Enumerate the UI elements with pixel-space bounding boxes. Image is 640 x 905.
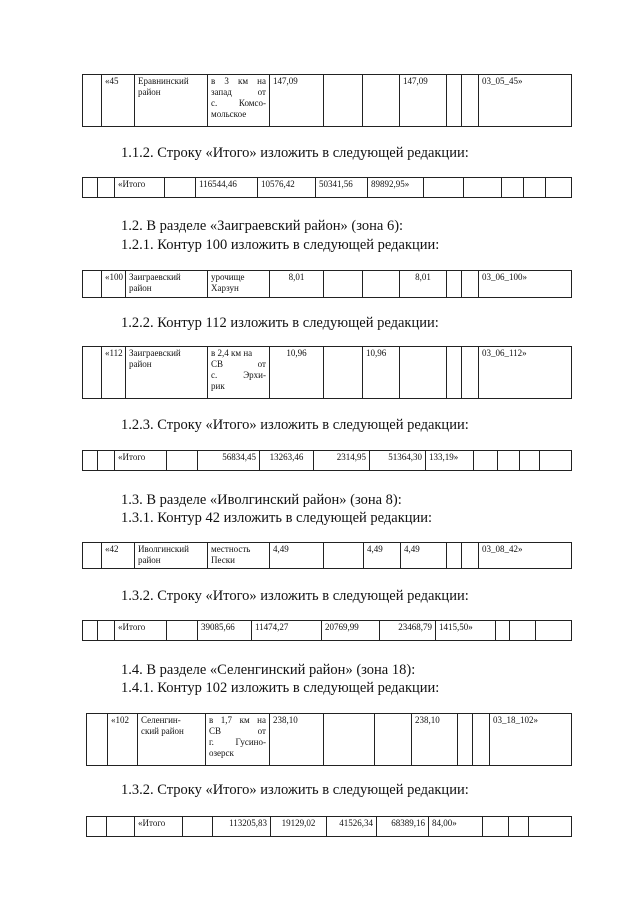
- total-value: 116544,46: [196, 178, 258, 198]
- total-value: 56834,45: [198, 451, 260, 471]
- empty-cell: [107, 817, 135, 837]
- value-cell: [363, 271, 400, 298]
- contour-42-table: [82, 542, 572, 569]
- value-cell: [324, 75, 363, 127]
- total-value: 13263,46: [260, 451, 314, 471]
- contour-number: «112: [102, 347, 126, 399]
- value-cell: 8,01: [400, 271, 447, 298]
- empty-cell: [536, 621, 572, 641]
- location-description: в 1,7 км на СВ от г. Гусино- озерск: [206, 714, 270, 766]
- value-cell: [447, 271, 462, 298]
- area-value: 4,49: [270, 543, 324, 569]
- location-description: в 2,4 км на СВ от с. Эрхи- рик: [208, 347, 270, 399]
- area-value: 10,96: [270, 347, 324, 399]
- paragraph-1-3-2: 1.3.2. Строку «Итого» изложить в следующей редакции:: [121, 588, 469, 604]
- empty-cell: [98, 451, 115, 471]
- contour-number: «100: [102, 271, 126, 298]
- total-value: 1415,50»: [436, 621, 496, 641]
- contour-100-table: [82, 270, 572, 298]
- location-description: урочище Харзун: [208, 271, 270, 298]
- empty-cell: [83, 271, 102, 298]
- contour-number: «42: [102, 543, 135, 569]
- total-4-table: [86, 816, 572, 837]
- value-cell: [462, 75, 479, 127]
- contour-code: 03_18_102»: [490, 714, 572, 766]
- location-description: в 3 км на запад от с. Комсо- мольское: [208, 75, 270, 127]
- empty-cell: [510, 621, 536, 641]
- empty-cell: [165, 178, 196, 198]
- empty-cell: [87, 714, 108, 766]
- value-cell: [458, 714, 473, 766]
- paragraph-1-4-1: 1.4.1. Контур 102 изложить в следующей редакции:: [121, 680, 440, 696]
- value-cell: [375, 714, 412, 766]
- empty-cell: [509, 817, 529, 837]
- empty-cell: [98, 178, 115, 198]
- total-value: 133,19»: [426, 451, 474, 471]
- value-cell: [324, 347, 363, 399]
- area-value: 8,01: [270, 271, 324, 298]
- value-cell: [462, 271, 479, 298]
- total-value: 89892,95»: [368, 178, 424, 198]
- total-label: «Итого: [135, 817, 183, 837]
- empty-cell: [496, 621, 510, 641]
- empty-cell: [502, 178, 524, 198]
- empty-cell: [546, 178, 572, 198]
- empty-cell: [183, 817, 213, 837]
- empty-cell: [87, 817, 107, 837]
- area-value: 238,10: [270, 714, 324, 766]
- section-heading-1-3: 1.3. В разделе «Иволгинский район» (зона 8):: [121, 492, 402, 508]
- empty-cell: [167, 621, 198, 641]
- value-cell: [447, 347, 462, 399]
- empty-cell: [520, 451, 540, 471]
- paragraph-1-1-2: 1.1.2. Строку «Итого» изложить в следующей редакции:: [121, 145, 469, 161]
- total-label: «Итого: [115, 451, 167, 471]
- value-cell: 238,10: [412, 714, 458, 766]
- total-label: «Итого: [115, 621, 167, 641]
- empty-cell: [83, 347, 102, 399]
- total-label: «Итого: [115, 178, 165, 198]
- total-2-table: [82, 450, 572, 471]
- empty-cell: [98, 621, 115, 641]
- contour-number: «45: [102, 75, 135, 127]
- contour-number: «102: [108, 714, 138, 766]
- total-value: 39085,66: [198, 621, 252, 641]
- value-cell: [400, 347, 447, 399]
- district-name: Заиграевский район: [126, 271, 208, 298]
- total-value: 23468,79: [380, 621, 436, 641]
- empty-cell: [464, 178, 502, 198]
- empty-cell: [83, 178, 98, 198]
- value-cell: [462, 543, 479, 569]
- contour-45-table: [82, 74, 572, 127]
- paragraph-1-2-2: 1.2.2. Контур 112 изложить в следующей редакции:: [121, 315, 439, 331]
- empty-cell: [83, 451, 98, 471]
- total-value: 41526,34: [327, 817, 377, 837]
- section-heading-1-4: 1.4. В разделе «Селенгинский район» (зона 18):: [121, 662, 416, 678]
- location-description: местность Пески: [208, 543, 270, 569]
- total-value: 10576,42: [258, 178, 316, 198]
- total-value: 68389,16: [377, 817, 429, 837]
- value-cell: 4,49: [401, 543, 447, 569]
- paragraph-1-3-1: 1.3.1. Контур 42 изложить в следующей редакции:: [121, 510, 433, 526]
- empty-cell: [83, 621, 98, 641]
- area-value: 147,09: [270, 75, 324, 127]
- value-cell: 147,09: [400, 75, 447, 127]
- value-cell: [324, 271, 363, 298]
- value-cell: [473, 714, 490, 766]
- total-value: 84,00»: [429, 817, 483, 837]
- contour-102-table: [86, 713, 572, 766]
- value-cell: [447, 75, 462, 127]
- empty-cell: [474, 451, 498, 471]
- total-value: 113205,83: [213, 817, 271, 837]
- empty-cell: [540, 451, 572, 471]
- district-name: Селенгин- ский район: [138, 714, 206, 766]
- contour-code: 03_08_42»: [479, 543, 572, 569]
- total-value: 11474,27: [252, 621, 322, 641]
- total-3-table: [82, 620, 572, 641]
- empty-cell: [498, 451, 520, 471]
- value-cell: [324, 543, 364, 569]
- value-cell: 4,49: [364, 543, 401, 569]
- value-cell: 10,96: [363, 347, 400, 399]
- total-value: 20769,99: [322, 621, 380, 641]
- total-1-table: [82, 177, 572, 198]
- empty-cell: [83, 75, 102, 127]
- district-name: Еравнинский район: [135, 75, 208, 127]
- contour-112-table: [82, 346, 572, 399]
- empty-cell: [424, 178, 464, 198]
- contour-code: 03_05_45»: [479, 75, 572, 127]
- total-value: 19129,02: [271, 817, 327, 837]
- district-name: Заиграевский район: [126, 347, 208, 399]
- value-cell: [447, 543, 462, 569]
- total-value: 51364,30: [370, 451, 426, 471]
- empty-cell: [524, 178, 546, 198]
- empty-cell: [483, 817, 509, 837]
- paragraph-1-3-2-second: 1.3.2. Строку «Итого» изложить в следующей редакции:: [121, 782, 469, 798]
- value-cell: [363, 75, 400, 127]
- empty-cell: [529, 817, 572, 837]
- empty-cell: [83, 543, 102, 569]
- total-value: 50341,56: [316, 178, 368, 198]
- value-cell: [462, 347, 479, 399]
- empty-cell: [167, 451, 198, 471]
- section-heading-1-2: 1.2. В разделе «Заиграевский район» (зона 6):: [121, 218, 404, 234]
- paragraph-1-2-1: 1.2.1. Контур 100 изложить в следующей редакции:: [121, 237, 440, 253]
- total-value: 2314,95: [314, 451, 370, 471]
- paragraph-1-2-3: 1.2.3. Строку «Итого» изложить в следующей редакции:: [121, 417, 469, 433]
- contour-code: 03_06_100»: [479, 271, 572, 298]
- district-name: Иволгинский район: [135, 543, 208, 569]
- contour-code: 03_06_112»: [479, 347, 572, 399]
- value-cell: [324, 714, 375, 766]
